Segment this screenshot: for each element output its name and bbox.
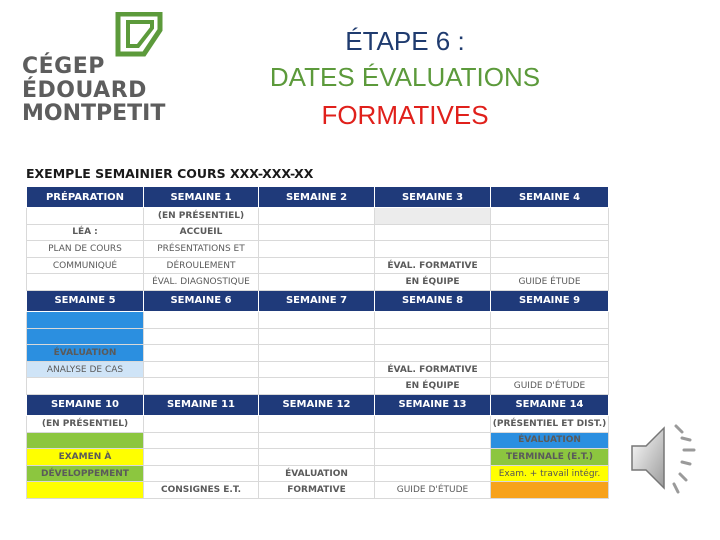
table-row — [27, 449, 609, 466]
table-row — [27, 432, 609, 449]
table-row — [27, 224, 609, 241]
cell — [375, 311, 491, 328]
table-row — [27, 361, 609, 378]
header-cell: SEMAINE 13 — [375, 394, 491, 415]
cell — [27, 311, 144, 328]
table-row — [27, 465, 609, 482]
cell: DÉROULEMENT — [144, 257, 259, 274]
cell — [375, 432, 491, 449]
header-cell: SEMAINE 1 — [144, 187, 259, 208]
table-row — [27, 241, 609, 258]
slide-title-line-2: DATES ÉVALUATIONS — [269, 62, 541, 92]
slide-title-line-3: FORMATIVES — [321, 100, 489, 130]
schedule-title: EXEMPLE SEMAINIER COURS XXX-XXX-XX — [26, 166, 314, 181]
cell — [27, 208, 144, 225]
header-cell: SEMAINE 6 — [144, 290, 259, 311]
cell — [491, 328, 609, 345]
cell: ÉVAL. FORMATIVE — [375, 361, 491, 378]
cell: EN ÉQUIPE — [375, 274, 491, 291]
header-cell: SEMAINE 2 — [259, 187, 375, 208]
cell — [491, 361, 609, 378]
cell — [144, 311, 259, 328]
cell — [491, 257, 609, 274]
table-row — [27, 345, 609, 362]
cell: (PRÉSENTIEL ET DIST.) — [491, 415, 609, 432]
cell: ACCUEIL — [144, 224, 259, 241]
header-cell: SEMAINE 12 — [259, 394, 375, 415]
cell — [491, 241, 609, 258]
header-cell: SEMAINE 3 — [375, 187, 491, 208]
cell: ÉVAL. FORMATIVE — [375, 257, 491, 274]
cell — [144, 345, 259, 362]
cell — [491, 482, 609, 499]
cell — [491, 311, 609, 328]
cell — [144, 361, 259, 378]
cell — [27, 378, 144, 395]
cell: TERMINALE (E.T.) — [491, 449, 609, 466]
header-cell: SEMAINE 8 — [375, 290, 491, 311]
cell: FORMATIVE — [259, 482, 375, 499]
cell: GUIDE ÉTUDE — [491, 274, 609, 291]
table-row — [27, 208, 609, 225]
cell: GUIDE D'ÉTUDE — [375, 482, 491, 499]
cell — [375, 328, 491, 345]
cell: COMMUNIQUÉ — [27, 257, 144, 274]
logo-line-1: CÉGEP — [22, 54, 105, 79]
cell: ÉVAL. DIAGNOSTIQUE — [144, 274, 259, 291]
cell — [144, 328, 259, 345]
table-header-row — [27, 187, 609, 208]
header-cell: SEMAINE 9 — [491, 290, 609, 311]
cell: DÉVELOPPEMENT — [27, 465, 144, 482]
cell — [259, 241, 375, 258]
logo-line-3: MONTPETIT — [22, 101, 166, 126]
cell — [491, 208, 609, 225]
cell — [144, 449, 259, 466]
cell — [259, 345, 375, 362]
table-row — [27, 257, 609, 274]
cell: (EN PRÉSENTIEL) — [27, 415, 144, 432]
cell — [375, 208, 491, 225]
header-cell: SEMAINE 11 — [144, 394, 259, 415]
slide-title-line-1: ÉTAPE 6 : — [345, 26, 465, 56]
cell — [259, 449, 375, 466]
cell — [259, 361, 375, 378]
cell — [259, 311, 375, 328]
table-row — [27, 311, 609, 328]
cell — [259, 378, 375, 395]
header-cell: SEMAINE 14 — [491, 394, 609, 415]
cell — [259, 208, 375, 225]
header-cell: SEMAINE 5 — [27, 290, 144, 311]
cell — [259, 432, 375, 449]
cell — [259, 224, 375, 241]
cell: ÉVALUATION — [259, 465, 375, 482]
cell — [27, 482, 144, 499]
header-cell: SEMAINE 7 — [259, 290, 375, 311]
cell: Exam. + travail intégr. — [491, 465, 609, 482]
cell — [259, 328, 375, 345]
table-header-row — [27, 394, 609, 415]
logo-line-2: ÉDOUARD — [22, 78, 147, 103]
cell: ÉVALUATION — [491, 432, 609, 449]
cell — [375, 224, 491, 241]
cell — [375, 449, 491, 466]
shield-icon — [114, 12, 164, 58]
cell: GUIDE D'ÉTUDE — [491, 378, 609, 395]
cell: PRÉSENTATIONS ET — [144, 241, 259, 258]
cell: (EN PRÉSENTIEL) — [144, 208, 259, 225]
cell — [259, 274, 375, 291]
cell — [144, 465, 259, 482]
cegep-logo — [22, 10, 172, 130]
speaker-icon[interactable] — [626, 418, 702, 498]
cell — [27, 432, 144, 449]
cell: ÉVALUATION — [27, 345, 144, 362]
header-cell: SEMAINE 10 — [27, 394, 144, 415]
table-row — [27, 415, 609, 432]
cell: ANALYSE DE CAS — [27, 361, 144, 378]
cell: CONSIGNES E.T. — [144, 482, 259, 499]
header-cell: SEMAINE 4 — [491, 187, 609, 208]
table-row — [27, 482, 609, 499]
cell — [144, 432, 259, 449]
cell: PLAN DE COURS — [27, 241, 144, 258]
cell — [375, 241, 491, 258]
cell — [491, 224, 609, 241]
cell: EN ÉQUIPE — [375, 378, 491, 395]
table-header-row — [27, 290, 609, 311]
header-cell: PRÉPARATION — [27, 187, 144, 208]
cell — [375, 465, 491, 482]
weekly-schedule-table — [26, 186, 609, 499]
cell: EXAMEN À — [27, 449, 144, 466]
cell — [144, 378, 259, 395]
cell: LÉA : — [27, 224, 144, 241]
table-row — [27, 274, 609, 291]
cell — [27, 328, 144, 345]
cell — [27, 274, 144, 291]
cell — [375, 415, 491, 432]
table-row — [27, 328, 609, 345]
cell — [259, 415, 375, 432]
cell — [144, 415, 259, 432]
cell — [259, 257, 375, 274]
cell — [491, 345, 609, 362]
cell — [375, 345, 491, 362]
table-row — [27, 378, 609, 395]
